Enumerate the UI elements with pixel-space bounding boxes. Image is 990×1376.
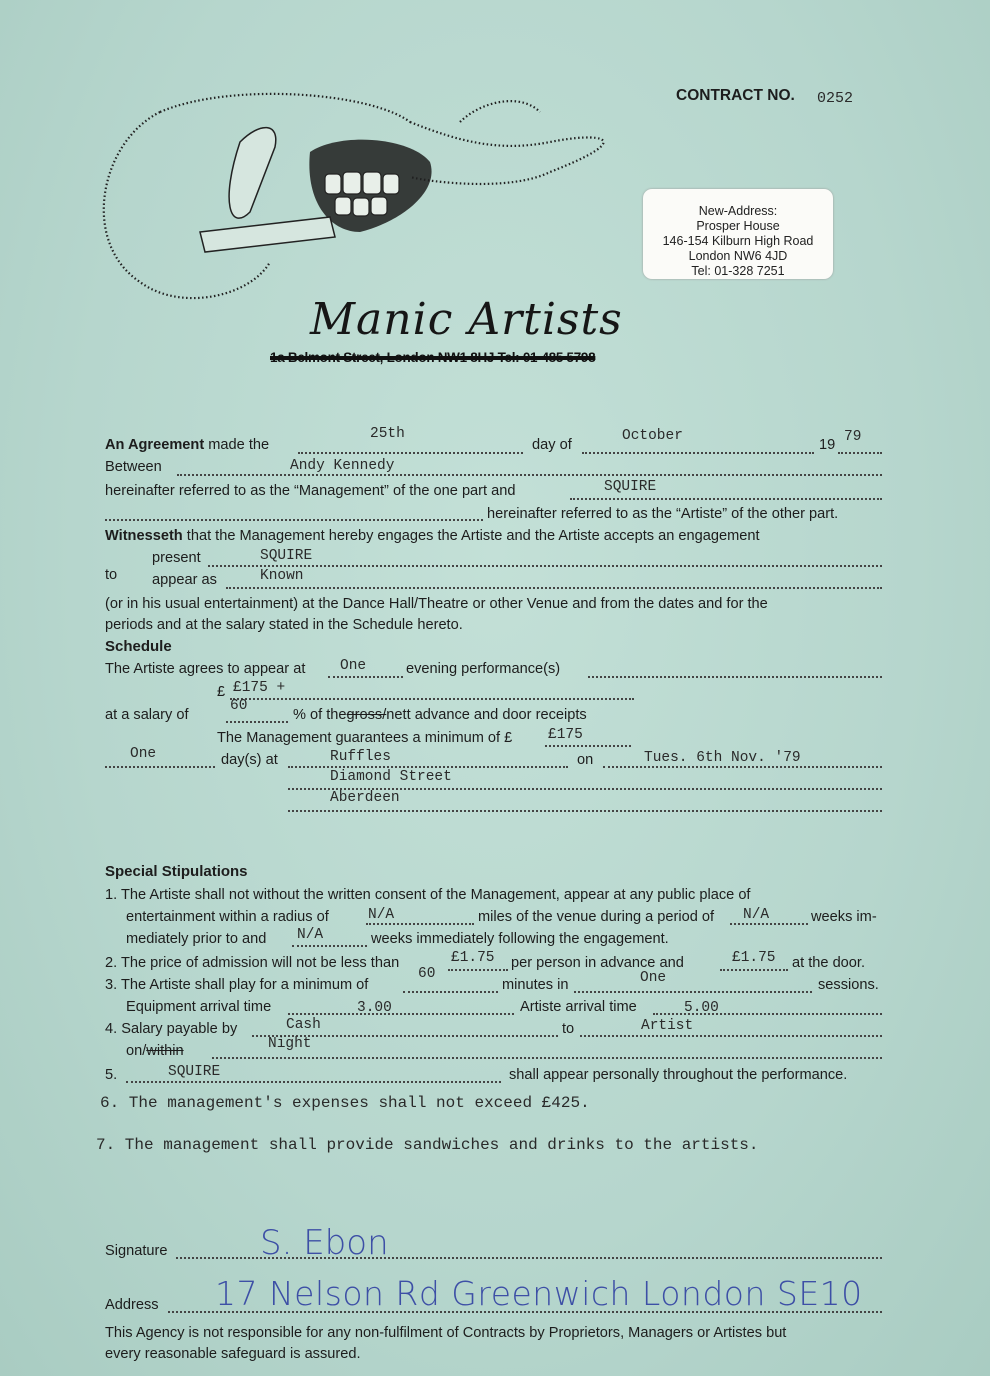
- dotted-line: [403, 991, 498, 993]
- dotted-line: [288, 810, 882, 812]
- dotted-line: [292, 945, 367, 947]
- sticker-line: Tel: 01-328 7251: [691, 264, 785, 278]
- stipulation-4a: 4. Salary payable by: [105, 1021, 238, 1037]
- stipulation-5-value: SQUIRE: [168, 1064, 221, 1080]
- sticker-line: Prosper House: [696, 219, 780, 233]
- dotted-line: [570, 498, 882, 500]
- old-address-struck: 1a Belmont Street, London NW1 8HJ Tel: 01-485 5798: [270, 350, 596, 365]
- venue-line2: Diamond Street: [330, 769, 452, 785]
- pound-sign: £: [217, 684, 226, 700]
- appear-as-label: appear as: [152, 572, 217, 588]
- contract-label: CONTRACT NO.: [676, 87, 795, 104]
- salary-on-value: Night: [268, 1036, 312, 1052]
- percent-value: 60: [230, 698, 248, 714]
- dotted-line: [838, 452, 882, 454]
- stipulation-6: 6. The management's expenses shall not exceed £425.: [100, 1094, 590, 1112]
- minimum-value: £175: [548, 727, 583, 743]
- door-price-value: £1.75: [732, 950, 776, 966]
- dotted-line: [574, 991, 812, 993]
- salary-method-value: Cash: [286, 1017, 321, 1033]
- percent-text: [293, 707, 587, 723]
- dotted-line: [105, 519, 483, 521]
- dotted-line: [366, 923, 474, 925]
- day-of-label: day of: [532, 437, 572, 453]
- after-value: N/A: [297, 927, 324, 943]
- dotted-line: [580, 1035, 882, 1037]
- stipulation-1b-end: weeks im-: [811, 909, 877, 925]
- dotted-line: [328, 676, 403, 678]
- year-prefix: 19: [819, 437, 836, 453]
- sticker-line: London NW6 4JD: [688, 249, 788, 263]
- schedule-heading: Schedule: [105, 638, 172, 655]
- disclaimer-line1: This Agency is not responsible for any non-fulfilment of Contracts by Proprietors, Managers or Artistes but: [105, 1325, 787, 1341]
- salary-to-value: Artist: [641, 1018, 694, 1034]
- advance-price-value: £1.75: [451, 950, 495, 966]
- agreement-lead: An Agreement: [105, 437, 205, 453]
- day-value: 25th: [370, 426, 405, 442]
- stipulations-heading: Special Stipulations: [105, 863, 248, 880]
- schedule-appear-text: The Artiste agrees to appear at: [105, 661, 306, 677]
- salary-value: £175 +: [233, 680, 286, 696]
- usual-line2: periods and at the salary stated in the Schedule hereto.: [105, 617, 463, 633]
- agreement-line3: hereinafter referred to as the “Management” of the one part and: [105, 483, 516, 499]
- stipulation-3b: minutes in: [502, 977, 569, 993]
- minimum-text: The Management guarantees a minimum of £: [217, 730, 513, 746]
- management-name: Andy Kennedy: [290, 458, 395, 474]
- disclaimer-line2: every reasonable safeguard is assured.: [105, 1346, 361, 1362]
- stipulation-1c-start: mediately prior to and: [126, 931, 267, 947]
- dotted-line: [177, 474, 882, 476]
- venue-line3: Aberdeen: [330, 790, 400, 806]
- stipulation-3a: 3. The Artiste shall play for a minimum of: [105, 977, 369, 993]
- miles-value: N/A: [368, 907, 395, 923]
- stipulation-2b: per person in advance and: [511, 955, 684, 971]
- new-address-sticker: [643, 189, 833, 279]
- present-value: SQUIRE: [260, 548, 313, 564]
- stipulation-4-to: to: [562, 1021, 575, 1037]
- stipulation-1b-start: entertainment within a radius of: [126, 909, 329, 925]
- percent-struck: gross/: [346, 707, 387, 723]
- between-label: Between: [105, 459, 162, 475]
- dotted-line: [545, 745, 631, 747]
- venue-line1: Ruffles: [330, 749, 391, 765]
- agreement-line1: [105, 437, 269, 453]
- dotted-line: [730, 923, 808, 925]
- equipment-value: 3.00: [357, 1000, 392, 1016]
- dotted-line: [226, 721, 288, 723]
- artiste-name: SQUIRE: [604, 479, 657, 495]
- contract-number: 0252: [817, 90, 854, 107]
- signature-handwritten: S. Ebon: [260, 1223, 389, 1263]
- schedule-appear-value: One: [340, 658, 367, 674]
- dotted-line: [720, 969, 788, 971]
- percent-post: nett advance and door receipts: [386, 707, 587, 723]
- dotted-line: [226, 587, 882, 589]
- witness-text: that the Management hereby engages the Artiste and the Artiste accepts an engagement: [186, 528, 760, 544]
- usual-line1: (or in his usual entertainment) at the Dance Hall/Theatre or other Venue and from the dates and for the: [105, 596, 768, 612]
- address-handwritten: 17 Nelson Rd Greenwich London SE10: [215, 1274, 863, 1313]
- stipulation-7: 7. The management shall provide sandwiches and drinks to the artists.: [96, 1136, 759, 1154]
- dotted-line: [603, 766, 882, 768]
- stipulation-1b-mid: miles of the venue during a period of: [478, 909, 715, 925]
- minimum-minutes-value: 60: [418, 966, 436, 982]
- stipulation-1c-end: weeks immediately following the engagement.: [371, 931, 669, 947]
- schedule-appear-suffix: evening performance(s): [406, 661, 561, 677]
- dotted-line: [230, 698, 634, 700]
- stipulation-1a: 1. The Artiste shall not without the written consent of the Management, appear at any public place of: [105, 887, 751, 903]
- dotted-line: [582, 452, 814, 454]
- dotted-line: [288, 1013, 514, 1015]
- stipulation-2a: 2. The price of admission will not be less than: [105, 955, 400, 971]
- stipulation-5-number: 5.: [105, 1067, 118, 1083]
- mouth-cigarette-logo: [80, 82, 680, 312]
- dotted-line: [588, 676, 882, 678]
- dotted-line: [126, 1081, 501, 1083]
- percent-pre: % of the: [293, 707, 347, 723]
- date-value: Tues. 6th Nov. '79: [644, 750, 801, 766]
- within-struck: within: [146, 1043, 184, 1059]
- artist-time-label: Artiste arrival time: [520, 999, 637, 1015]
- dotted-line: [298, 452, 523, 454]
- brand-name: Manic Artists: [310, 294, 623, 345]
- dotted-line: [212, 1057, 882, 1059]
- month-value: October: [622, 428, 683, 444]
- sessions-value: One: [640, 970, 667, 986]
- witness-lead: Witnesseth: [105, 528, 183, 544]
- present-label: present: [152, 550, 201, 566]
- days-text: day(s) at: [221, 752, 278, 768]
- address-label: Address: [105, 1297, 159, 1313]
- on-label: on: [577, 752, 594, 768]
- stipulation-2c: at the door.: [792, 955, 866, 971]
- dotted-line: [105, 766, 215, 768]
- to-label: to: [105, 567, 118, 583]
- year-value: 79: [844, 429, 862, 445]
- dotted-line: [208, 565, 882, 567]
- artist-time-value: 5.00: [684, 1000, 719, 1016]
- salary-label: at a salary of: [105, 707, 189, 723]
- days-value: One: [130, 746, 157, 762]
- sticker-line: New-Address:: [698, 204, 778, 218]
- stipulation-3c: sessions.: [818, 977, 879, 993]
- stipulation-5-text: shall appear personally throughout the performance.: [509, 1067, 848, 1083]
- dotted-line: [288, 766, 568, 768]
- dotted-line: [448, 969, 508, 971]
- stipulation-4-on: [126, 1043, 184, 1059]
- appear-value: Known: [260, 568, 304, 584]
- weeks-value: N/A: [743, 907, 770, 923]
- witness-line: [105, 528, 760, 544]
- equipment-label: Equipment arrival time: [126, 999, 272, 1015]
- sticker-line: 146-154 Kilburn High Road: [662, 234, 814, 248]
- made-the-label: made the: [208, 437, 270, 453]
- on-label: on/: [126, 1043, 147, 1059]
- signature-label: Signature: [105, 1243, 168, 1259]
- agreement-line4: hereinafter referred to as the “Artiste” of the other part.: [487, 506, 839, 522]
